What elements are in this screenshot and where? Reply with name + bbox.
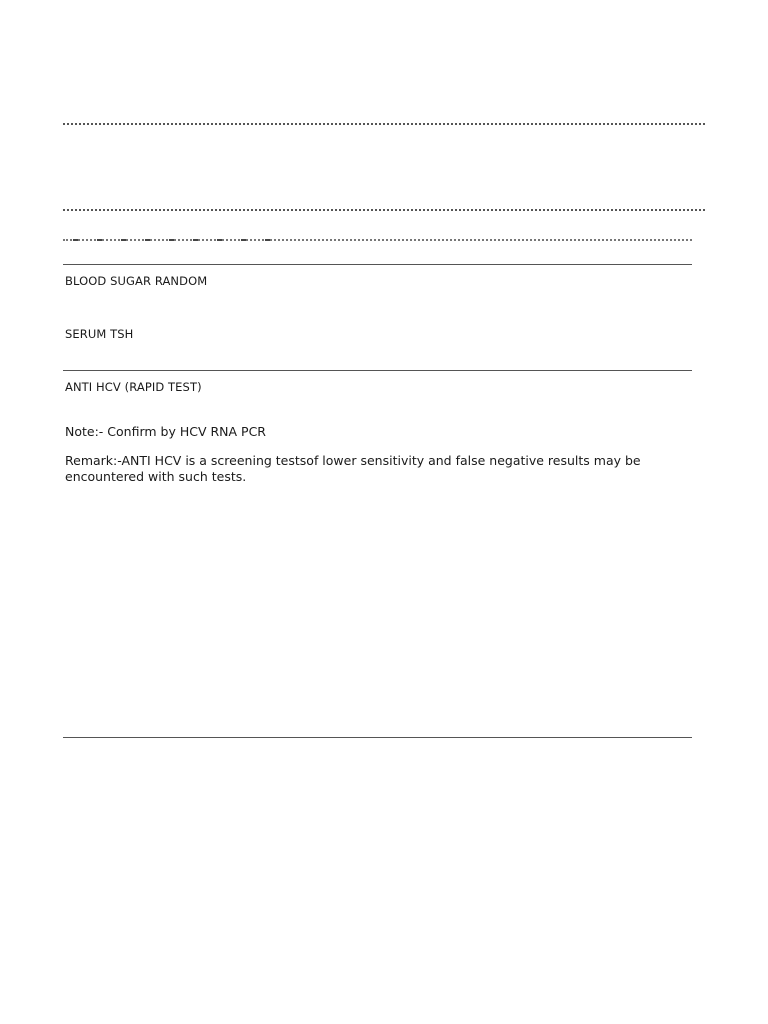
remark-text: Remark:-ANTI HCV is a screening testsof lower sensitivity and false negative results may be encountered with such tests. <box>65 453 641 484</box>
header-divider-top <box>63 123 705 125</box>
table-top-rule <box>63 264 692 265</box>
test-name-serum-tsh: SERUM TSH <box>65 327 134 341</box>
table-bottom-rule <box>63 737 692 738</box>
header-divider-bottom <box>63 209 705 211</box>
table-header-divider <box>63 239 692 241</box>
note-text: Note:- Confirm by HCV RNA PCR <box>65 424 266 439</box>
section-divider <box>63 370 692 371</box>
test-name-anti-hcv: ANTI HCV (RAPID TEST) <box>65 380 202 394</box>
test-name-blood-sugar-random: BLOOD SUGAR RANDOM <box>65 274 208 288</box>
